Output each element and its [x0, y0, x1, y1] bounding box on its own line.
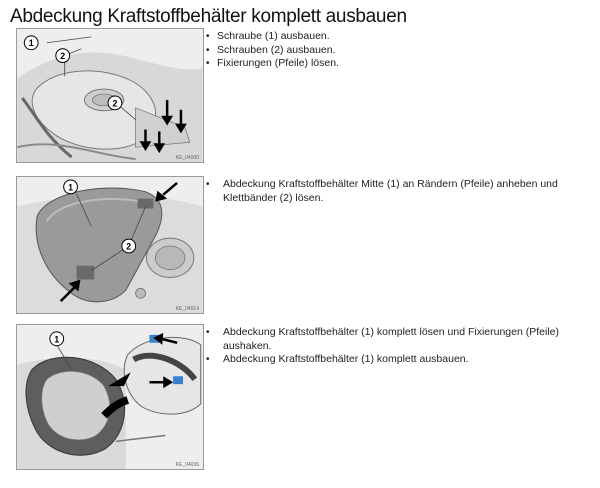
svg-text:1: 1 — [68, 182, 74, 193]
callout-2 — [122, 239, 136, 253]
callout-1 — [50, 332, 64, 346]
callout-1 — [64, 180, 78, 194]
svg-text:2: 2 — [112, 98, 118, 109]
page-title: Abdeckung Kraftstoffbehälter komplett ausbauen — [10, 6, 407, 27]
figure-code: KE_04014 — [175, 306, 199, 312]
steps-list — [206, 30, 586, 71]
step-item: • Abdeckung Kraftstoffbehälter Mitte (1) an Rändern (Pfeile) anheben und Klettbänder (2) lösen. — [206, 178, 578, 205]
illustration-tank-cover-complete — [17, 325, 203, 469]
svg-text:1: 1 — [28, 38, 34, 49]
step-item: • Schraube (1) ausbauen. — [206, 30, 586, 44]
svg-text:2: 2 — [126, 241, 132, 252]
callout-2 — [56, 49, 70, 63]
callout-1 — [24, 36, 38, 50]
figure-code: KE_04000 — [175, 155, 199, 161]
figure-remove-screws — [16, 28, 204, 163]
figure-code: KE_04036 — [175, 462, 199, 468]
illustration-tank-cover-center — [17, 177, 203, 313]
step-item: • Abdeckung Kraftstoffbehälter (1) komplett ausbauen. — [206, 353, 578, 367]
steps-list — [206, 178, 578, 205]
illustration-tank-screws — [17, 29, 203, 162]
step-item: • Fixierungen (Pfeile) lösen. — [206, 57, 586, 71]
step-item: • Schrauben (2) ausbauen. — [206, 44, 586, 58]
figure-lift-cover — [16, 176, 204, 314]
step-item: • Abdeckung Kraftstoffbehälter (1) komplett lösen und Fixierungen (Pfeile) aushaken. — [206, 326, 578, 353]
steps-list — [206, 326, 578, 367]
figure-remove-cover — [16, 324, 204, 470]
svg-text:2: 2 — [60, 51, 66, 62]
callout-2 — [108, 96, 122, 110]
svg-text:1: 1 — [54, 334, 60, 345]
